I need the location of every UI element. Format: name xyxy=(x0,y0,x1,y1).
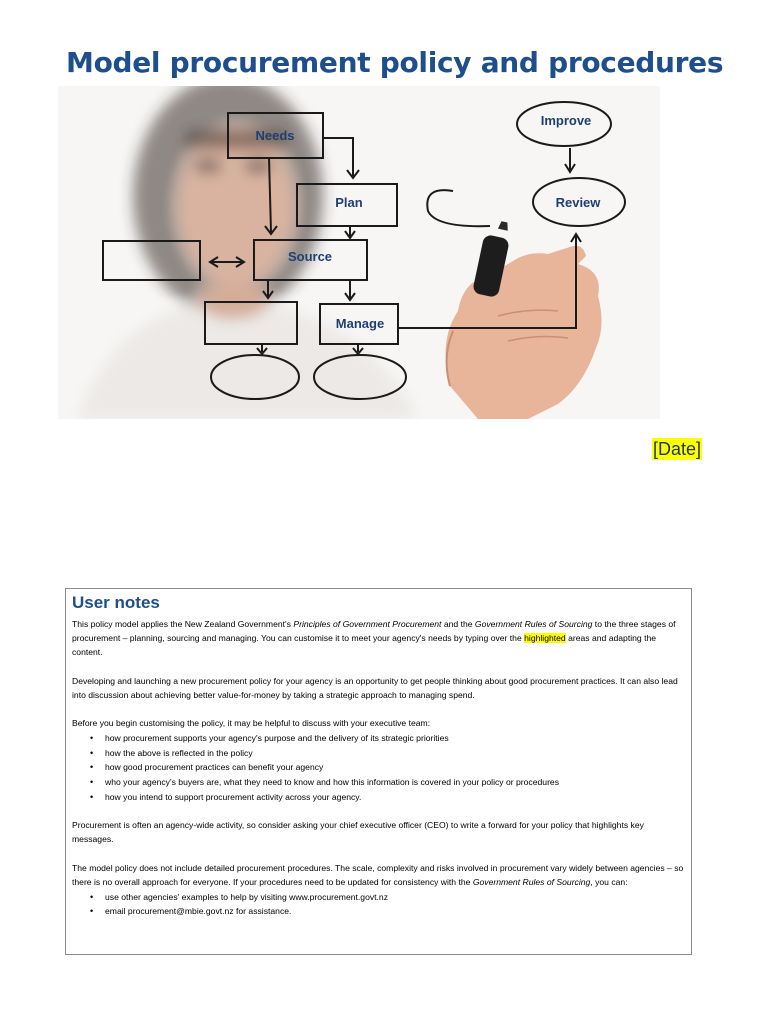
discussion-list xyxy=(72,731,685,804)
list-item: • who your agency's buyers are, what they need to know and how this information is covered in your policy or procedures xyxy=(105,775,685,790)
node-review: Review xyxy=(555,195,601,210)
list-item: • how procurement supports your agency's purpose and the delivery of its strategic priorities xyxy=(105,731,685,746)
procurement-flow-illustration xyxy=(58,86,660,419)
resources-list xyxy=(72,890,685,918)
node-plan: Plan xyxy=(335,195,363,210)
notes-paragraph-1: This policy model applies the New Zealand Government's Principles of Government Procurement and the Government Rules of Sourcing to the three stages of procurement – planning, sourcing and managing. You can customise it to meet your agency's needs by typing over the highlighted areas and adapting the content. xyxy=(72,619,676,658)
user-notes-box xyxy=(65,588,692,955)
notes-paragraph-2: Developing and launching a new procurement policy for your agency is an opportunity to get people thinking about good procurement practices. It can also lead into discussion about achieving better value-for-money by taking a strategic approach to managing spend. xyxy=(72,675,678,700)
list-item: • how the above is reflected in the policy xyxy=(105,746,685,761)
node-manage: Manage xyxy=(335,316,385,331)
notes-paragraph-4: Procurement is often an agency-wide activity, so consider asking your chief executive officer (CEO) to write a forward for your policy that highlights key messages. xyxy=(72,820,644,845)
list-item: • email procurement@mbie.govt.nz for assistance. xyxy=(105,904,685,918)
node-needs: Needs xyxy=(255,128,295,143)
list-item: • use other agencies' examples to help by visiting www.procurement.govt.nz xyxy=(105,890,685,904)
highlighted-text: highlighted xyxy=(524,633,566,644)
node-improve: Improve xyxy=(540,113,592,128)
list-item: • how you intend to support procurement activity across your agency. xyxy=(105,790,685,805)
node-source: Source xyxy=(287,249,333,264)
user-notes-heading: User notes xyxy=(72,593,160,612)
page-title: Model procurement policy and procedures xyxy=(66,46,724,79)
date-placeholder[interactable]: [Date] xyxy=(652,439,701,459)
notes-paragraph-5: The model policy does not include detailed procurement procedures. The scale, complexity and risks involved in procurement vary widely between agencies – so there is no overall approach for everyone. If your procedures need to be updated for consistency with the Government Rules of Sourcing, you can: xyxy=(72,862,684,887)
cover-image xyxy=(58,86,660,419)
list-item: • how good procurement practices can benefit your agency xyxy=(105,760,685,775)
notes-paragraph-3: Before you begin customising the policy, it may be helpful to discuss with your executive team: xyxy=(72,718,431,729)
